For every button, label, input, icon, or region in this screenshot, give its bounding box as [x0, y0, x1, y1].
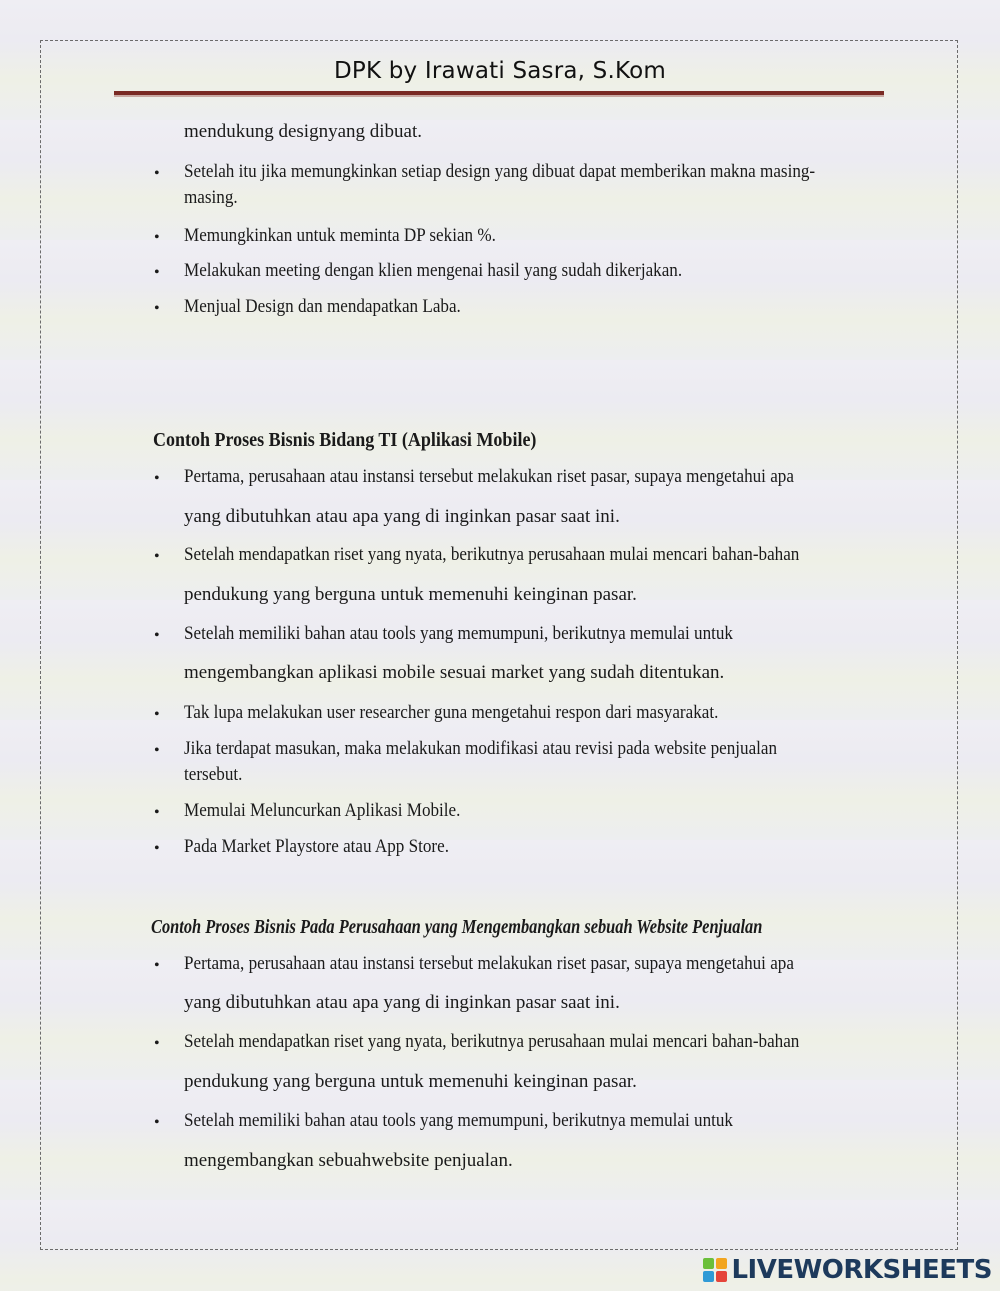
bullet-icon: •	[154, 1114, 160, 1131]
watermark-text: LIVEWORKSHEETS	[731, 1255, 992, 1285]
section-heading-mobile: Contoh Proses Bisnis Bidang TI (Aplikasi Mobile)	[153, 429, 537, 451]
list-item: Setelah memiliki bahan atau tools yang memumpuni, berikutnya memulai untuk	[184, 623, 733, 644]
bullet-icon: •	[154, 229, 160, 246]
list-item: Setelah itu jika memungkinkan setiap design yang dibuat dapat memberikan makna masing-	[184, 161, 816, 182]
bullet-icon: •	[154, 470, 160, 487]
list-item-continuation: pendukung yang berguna untuk memenuhi keinginan pasar.	[184, 584, 637, 605]
list-item: Pertama, perusahaan atau instansi tersebut melakukan riset pasar, supaya mengetahui apa	[184, 466, 794, 487]
list-item: Memulai Meluncurkan Aplikasi Mobile.	[184, 800, 461, 821]
list-item-continuation: mengembangkan sebuahwebsite penjualan.	[184, 1150, 513, 1171]
list-item: Jika terdapat masukan, maka melakukan modifikasi atau revisi pada website penjualan	[184, 738, 778, 759]
list-item: Setelah memiliki bahan atau tools yang memumpuni, berikutnya memulai untuk	[184, 1110, 733, 1131]
list-item-continuation: pendukung yang berguna untuk memenuhi keinginan pasar.	[184, 1071, 637, 1092]
list-item-continuation: masing.	[184, 187, 238, 208]
list-item: Pada Market Playstore atau App Store.	[184, 836, 449, 857]
liveworksheets-watermark	[703, 1254, 992, 1286]
bullet-icon: •	[154, 840, 160, 857]
bullet-icon: •	[154, 548, 160, 565]
bullet-icon: •	[154, 165, 160, 182]
list-item-continuation: mengembangkan aplikasi mobile sesuai market yang sudah ditentukan.	[184, 662, 725, 683]
section-heading-website: Contoh Proses Bisnis Pada Perusahaan yang Mengembangkan sebuah Website Penjualan	[151, 916, 763, 938]
list-item-continuation: yang dibutuhkan atau apa yang di inginkan pasar saat ini.	[184, 992, 620, 1013]
bullet-icon: •	[154, 706, 160, 723]
list-item: Setelah mendapatkan riset yang nyata, berikutnya perusahaan mulai mencari bahan-bahan	[184, 1031, 800, 1052]
list-item: Pertama, perusahaan atau instansi tersebut melakukan riset pasar, supaya mengetahui apa	[184, 953, 794, 974]
list-item-continuation: tersebut.	[184, 764, 243, 785]
bullet-icon: •	[154, 264, 160, 281]
text-line: mendukung designyang dibuat.	[184, 121, 422, 142]
list-item: Tak lupa melakukan user researcher guna mengetahui respon dari masyarakat.	[184, 702, 719, 723]
bullet-icon: •	[154, 957, 160, 974]
bullet-icon: •	[154, 742, 160, 759]
header-divider	[114, 91, 884, 95]
list-item: Memungkinkan untuk meminta DP sekian %.	[184, 225, 496, 246]
bullet-icon: •	[154, 804, 160, 821]
liveworksheets-logo-icon	[703, 1258, 727, 1282]
bullet-icon: •	[154, 1035, 160, 1052]
list-item: Setelah mendapatkan riset yang nyata, berikutnya perusahaan mulai mencari bahan-bahan	[184, 544, 800, 565]
bullet-icon: •	[154, 300, 160, 317]
list-item: Melakukan meeting dengan klien mengenai hasil yang sudah dikerjakan.	[184, 260, 683, 281]
page-header-title: DPK by Irawati Sasra, S.Kom	[333, 58, 667, 84]
list-item-continuation: yang dibutuhkan atau apa yang di inginkan pasar saat ini.	[184, 506, 620, 527]
list-item: Menjual Design dan mendapatkan Laba.	[184, 296, 461, 317]
bullet-icon: •	[154, 627, 160, 644]
